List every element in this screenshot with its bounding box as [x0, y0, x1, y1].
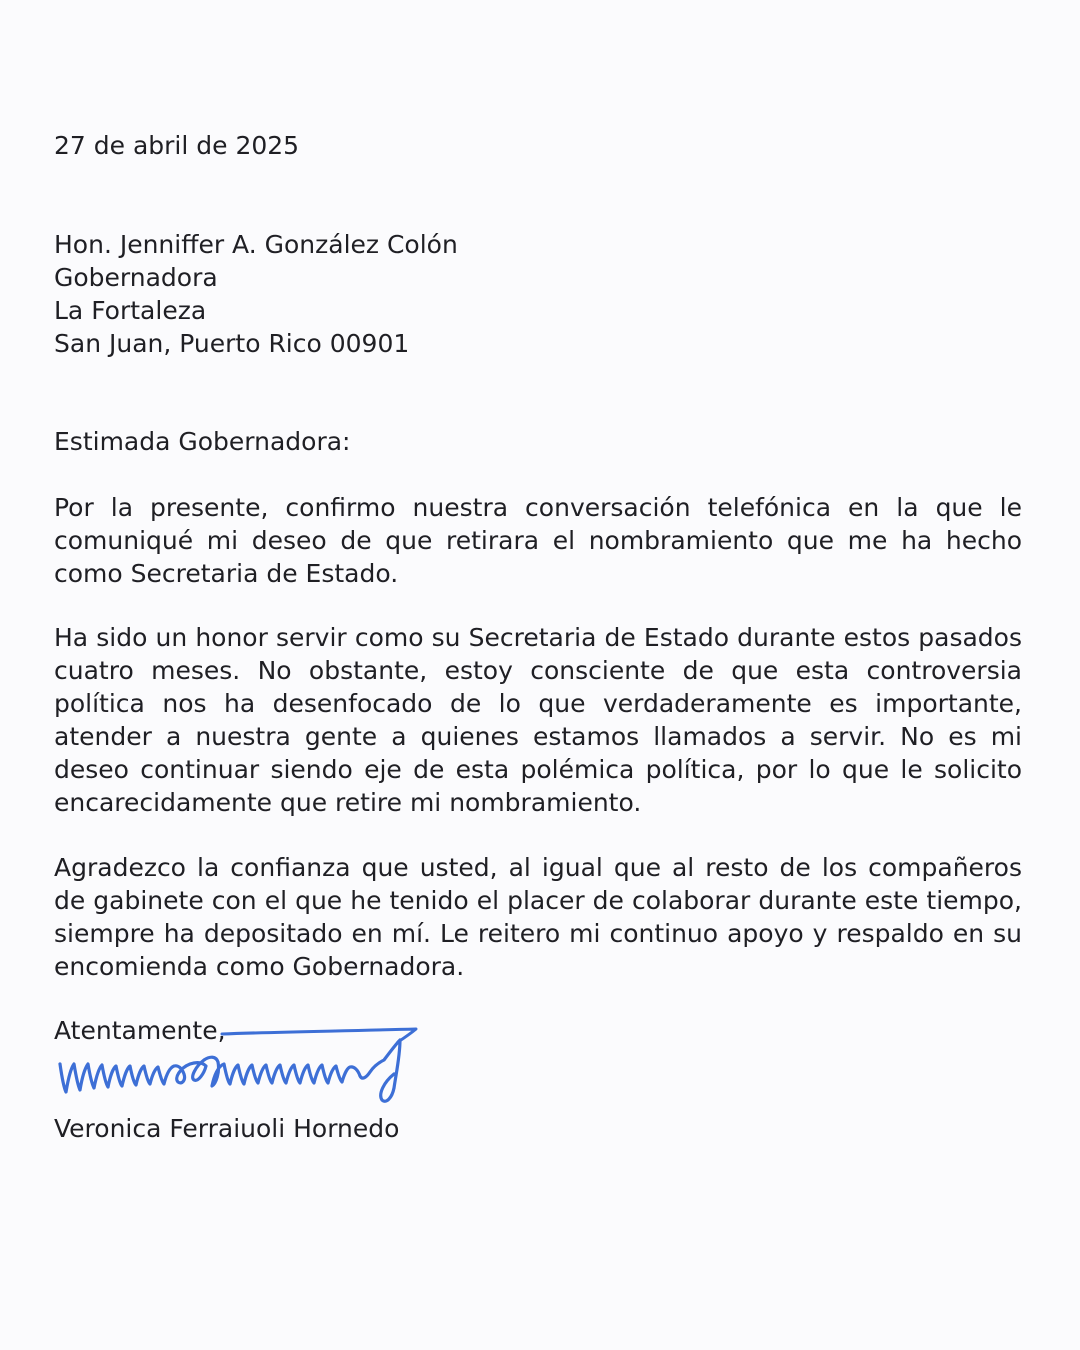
handwritten-signature	[54, 1022, 434, 1112]
letter-date: 27 de abril de 2025	[54, 131, 300, 160]
body-paragraph-2: Ha sido un honor servir como su Secretaria de Estado durante estos pasados cuatro meses. No obstante, estoy consciente de que esta controversia política nos ha desenfocado de lo que verdaderamente es importante, atender a nuestra gente a quienes estamos llamados a servir. No es mi deseo continuar siendo eje de esta polémica política, por lo que le solicito encarecidamente que retire mi nombramiento.	[54, 623, 1022, 817]
closing: Atentamente,	[54, 1016, 226, 1045]
recipient-title: Gobernadora	[54, 263, 218, 292]
recipient-city: San Juan, Puerto Rico 00901	[54, 329, 410, 358]
recipient-name: Hon. Jenniffer A. González Colón	[54, 230, 458, 259]
body-paragraph-3: Agradezco la confianza que usted, al igual que al resto de los compañeros de gabinete con el que he tenido el placer de colaborar durante este tiempo, siempre ha depositado en mí. Le reitero mi continuo apoyo y respaldo en su encomienda como Gobernadora.	[54, 853, 1022, 981]
signature-underline-stroke	[222, 1029, 416, 1042]
recipient-office: La Fortaleza	[54, 296, 207, 325]
signature-scribble-stroke	[60, 1040, 400, 1101]
body-paragraph-1: Por la presente, confirmo nuestra conversación telefónica en la que le comuniqué mi deseo de que retirara el nombramiento que me ha hecho como Secretaria de Estado.	[54, 493, 1022, 588]
signer-name: Veronica Ferraiuoli Hornedo	[54, 1114, 400, 1143]
salutation: Estimada Gobernadora:	[54, 427, 351, 456]
recipient-address	[54, 228, 1022, 360]
